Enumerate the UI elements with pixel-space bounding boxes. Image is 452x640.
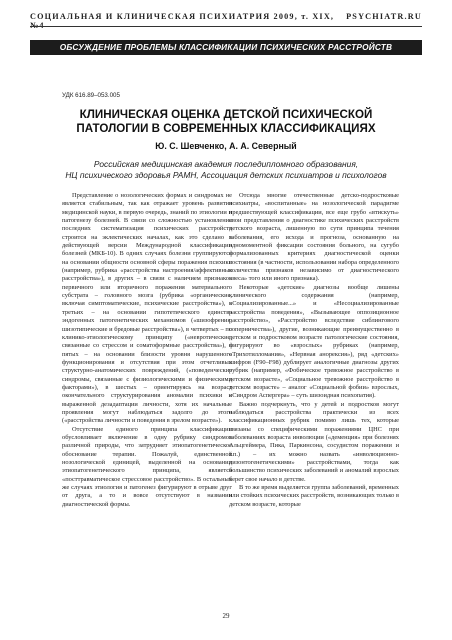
article-title	[40, 108, 412, 135]
udk-code: УДК 616.89–053.005	[62, 92, 120, 99]
section-title: ОБСУЖДЕНИЕ ПРОБЛЕМЫ КЛАССИФИКАЦИИ ПСИХИЧЕСКИХ РАССТРОЙСТВ	[59, 42, 393, 52]
journal-site: PSYCHIATR.RU	[346, 12, 422, 21]
title-line-1: КЛИНИЧЕСКАЯ ОЦЕНКА ДЕТСКОЙ ПСИХИЧЕСКОЙ	[79, 108, 373, 121]
paragraph: Отсутствие единого принципа классификации обусловливает включение в одну рубрику синдромов различной природы, что затрудняет этиопатогенетическое обоснование терапии. Пожалуй, единственной нозологической единицей, выделенной на основании этиопатогенетического принципа, является «посттравматическое стрессовое расстройство». В остальных же случаях этиология и патогенез фигурируют в отрыве друг от друга, а то и вовсе отсутствуют в названии диагностической формы.	[62, 425, 232, 508]
page-number: 29	[222, 612, 230, 620]
paragraph: Некоторые «детские» диагнозы вообще лишены клинического содержания (например, «Социализированные...» и «Несоциализированные расстройства поведения», «Вызывающее оппозиционное расстройство», «Расстройство вследствие сиблингового соперничества»), другие, возникающие преимущественно в детском и подростковом возрасте патологические состояния, фигурируют во «взрослых» рубриках (например, «Трихотилломания», «Нервная анорексия»), ряд «детских» шифров (F90–F98) дублирует аналогичные диагнозы других рубрик (например, «Фобическое тревожное расстройство в детском возрасте», «Социальное тревожное расстройство в детском возрасте» – аналог «Социальной фобии» взрослых, «Синдром Аспергера» – суть шизоидная психопатия).	[229, 283, 399, 400]
affiliation-line-2: НЦ психического здоровья РАМН, Ассоциация детских психиатров и психологов	[65, 169, 387, 180]
affiliation	[40, 159, 412, 180]
paragraph: В то же время выделяется группа заболеваний, временных или стойких психических расстройств, возникающих только в детском возрасте, которые	[229, 484, 399, 508]
title-line-2: ПАТОЛОГИИ В СОВРЕМЕННЫХ КЛАССИФИКАЦИЯХ	[76, 121, 376, 135]
journal-title: СОЦИАЛЬНАЯ И КЛИНИЧЕСКАЯ ПСИХИАТРИЯ 2009, т. XIX,	[30, 12, 335, 21]
section-banner	[30, 40, 422, 55]
running-header	[30, 12, 422, 30]
header-rule	[30, 26, 422, 27]
paragraph: Отсюда многие отечественные детско-подростковые психиатры, «воспитанные» на нозологической парадигме предшествующей классификации, все еще грубо «втискуть» свои представления о диагностике психических расстройств детского возраста, лишенную по сути принципа течения заболевания, его исхода и прогноза, основанную на одномоментной фиксации состояния больного, на сугубо формализованных критериях диагностической оценки состояния (в частности, использовании набора определенного количества признаков независимо от диагностического «веса» того или иного признака).	[229, 192, 399, 283]
affiliation-line-1: Российская медицинская академия последипломного образования,	[93, 159, 359, 169]
left-column	[62, 192, 232, 582]
right-column	[229, 192, 399, 582]
paragraph: Важно подчеркнуть, что у детей и подростков могут наблюдаться расстройства практически из всех классификационных рубрик помимо лишь тех, которые связаны со специфическими поражениями ЦНС при заболеваниях возраста инволюции («деменция» при болезнях Альцгеймера, Пика, Паркинсона, сосудистом поражении и т.п.) – их можно назвать «инволюционно-дизонтогенетическими» расстройствами, тогда как большинство психических заболеваний и аномалий взрослых берет свое начало в детстве.	[229, 400, 399, 483]
authors: Ю. С. Шевченко, А. А. Северный	[155, 141, 297, 151]
paragraph: Представление о нозологических формах и синдромах не является стабильным, так как отражает уровень развития медицинской науки, в первую очередь, знаний по этиологии и патогенезу болезней. В связи со сложностью установления последних систематизация психических расстройств строится на эклектических началах, как это сделано в действующей версии Международной классификации болезней (МКБ-10). В одних случаях болезни группируются на основании общности основной сферы поражения психики (например, рубрика «расстройства настроения/аффективные расстройства»), в других – в связи с наличием признаков первичного или вторичного поражения материального субстрата – головного мозга (рубрика «органические, включая симптоматические, психические расстройства»), в третьих – на основании гипотетического единства эндогенных патогенетических механизмов («шизофрения, шизотипические и бредовые расстройства»), в четвертых – по клинико-этиологическому принципу («невротические, связанные со стрессом и соматоформные расстройства»), в пятых – на основании близости уровня нарушенного функционирования и отсутствия при этом отчетливых структурно-анатомических повреждений, («поведенческие синдромы, связанные с физиологическими и физическими факторами»), в шестых – ориентируясь на возраст окончательного структурирования аномалии психики и выраженной дезадаптации личности, хотя их начальные проявления могут наблюдаться задолго до этого («расстройства личности и поведения в зрелом возрасте»).	[62, 192, 232, 425]
